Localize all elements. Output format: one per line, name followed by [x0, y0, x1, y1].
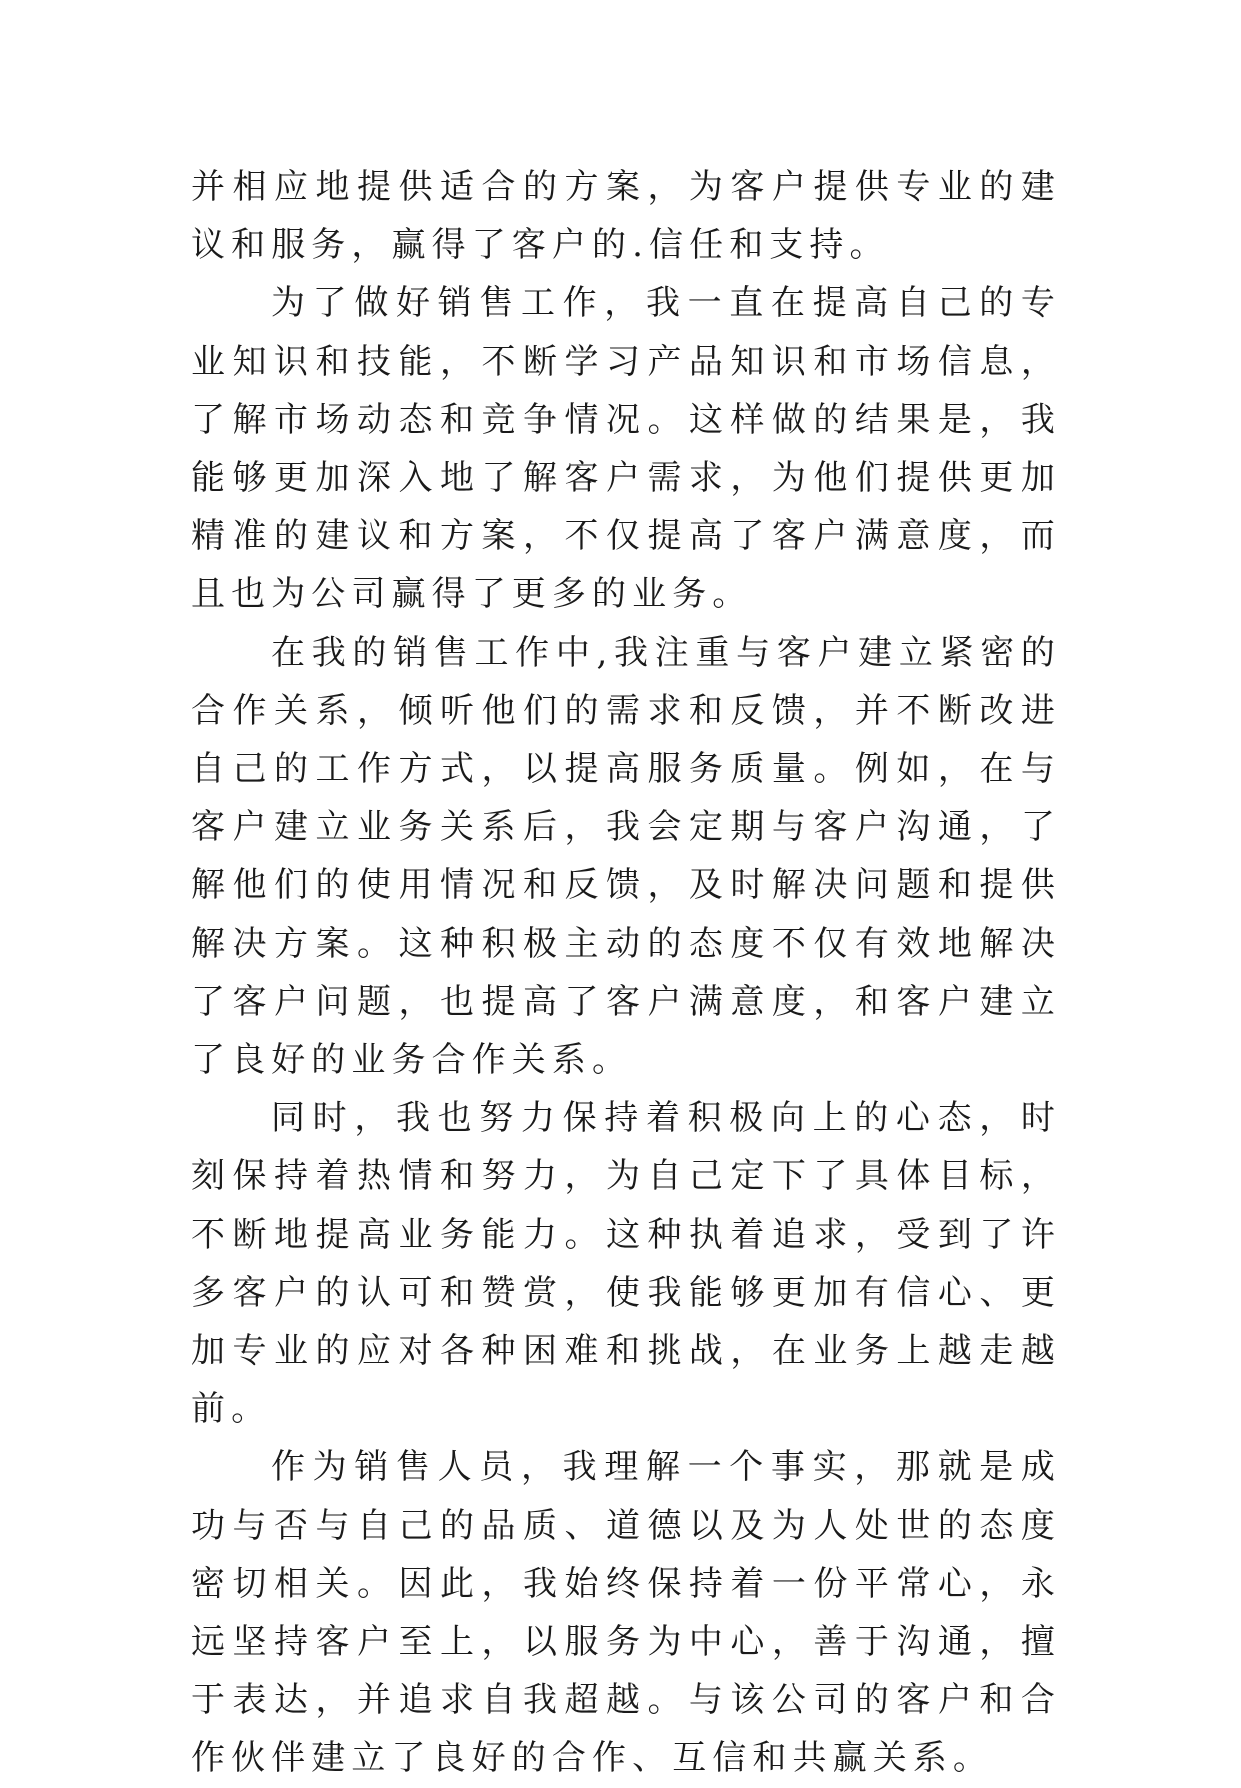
paragraph-4: 同时，我也努力保持着积极向上的心态，时刻保持着热情和努力，为自己定下了具体目标，不断地提高业务能力。这种执着追求，受到了许多客户的认可和赞赏，使我能够更加有信心、更加专业的应对各种困难和挑战，在业务上越走越前。: [191, 1098, 1061, 1430]
paragraph-1: 并相应地提供适合的方案，为客户提供专业的建议和服务，赢得了客户的.信任和支持。: [191, 167, 1061, 266]
paragraph-2: 为了做好销售工作，我一直在提高自己的专业知识和技能，不断学习产品知识和市场信息，了解市场动态和竞争情况。这样做的结果是，我能够更加深入地了解客户需求，为他们提供更加精准的建议和方案，不仅提高了客户满意度，而且也为公司赢得了更多的业务。: [191, 283, 1061, 615]
paragraph-5: 作为销售人员，我理解一个事实，那就是成功与否与自己的品质、道德以及为人处世的态度密切相关。因此，我始终保持着一份平常心，永远坚持客户至上，以服务为中心，善于沟通，擅于表达，并追求自我超越。与该公司的客户和合作伙伴建立了良好的合作、互信和共赢关系。: [191, 1447, 1061, 1779]
document-body: [191, 158, 1061, 1788]
paragraph-3: 在我的销售工作中,我注重与客户建立紧密的合作关系，倾听他们的需求和反馈，并不断改进自己的工作方式，以提高服务质量。例如，在与客户建立业务关系后，我会定期与客户沟通，了解他们的使用情况和反馈，及时解决问题和提供解决方案。这种积极主动的态度不仅有效地解决了客户问题，也提高了客户满意度，和客户建立了良好的业务合作关系。: [191, 632, 1061, 1081]
